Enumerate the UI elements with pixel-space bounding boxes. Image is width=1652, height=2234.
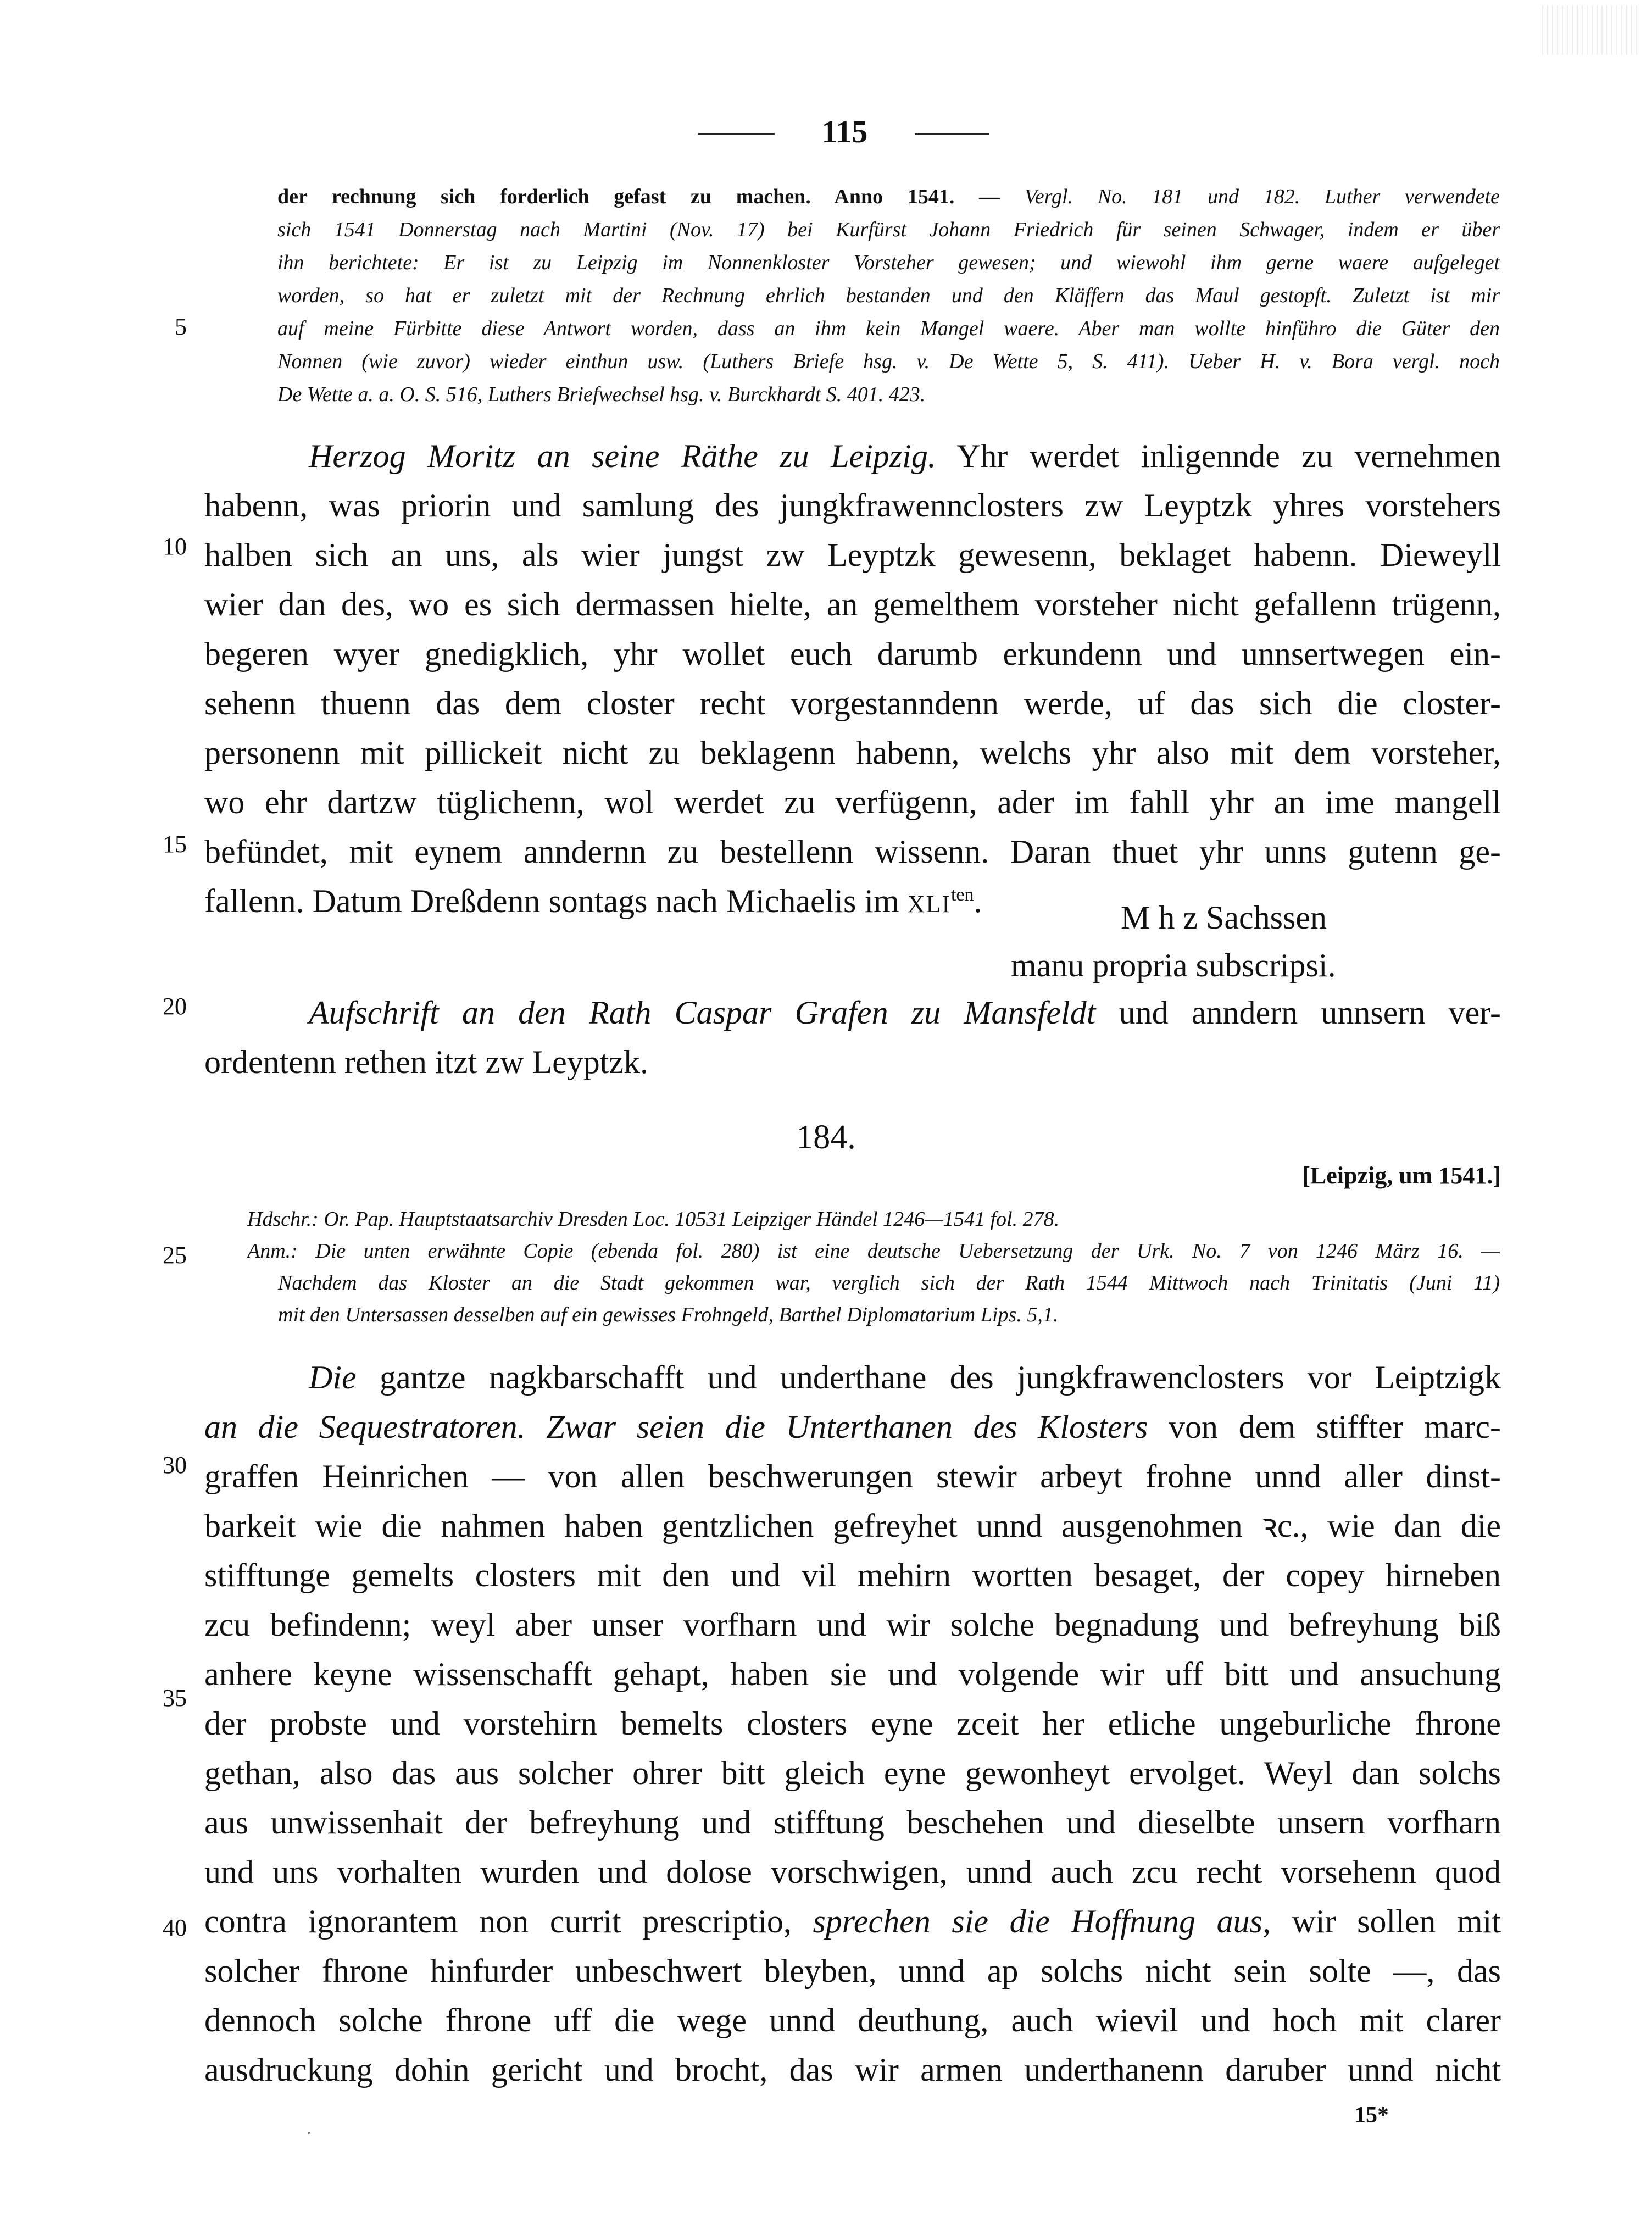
body-line [204, 1649, 1501, 1699]
text-segment: barkeit wie die nahmen haben gentzlichen gefreyhet unnd ausgenohmen ꝛc., wie dan die [204, 1508, 1501, 1544]
text-segment: personenn mit pillickeit nicht zu beklagenn habenn, welchs yhr also mit dem vorsteher, [204, 735, 1501, 771]
body-line [204, 1501, 1501, 1551]
scan-artifact [1542, 5, 1641, 55]
body-line [204, 1600, 1501, 1649]
document-metadata [247, 1203, 1500, 1331]
footnote-line [277, 279, 1500, 312]
text-segment: auf meine Fürbitte diese Antwort worden, dass an ihm kein Mangel waere. Aber man wollte hinführo die Güter den [277, 317, 1500, 340]
metadata-line: Hdschr.: Or. Pap. Hauptstaatsarchiv Dresden Loc. 10531 Leipziger Händel 1246—1541 fol. 278. [247, 1208, 1060, 1231]
text-segment: aus unwissenhait der befreyhung und stifftung beschehen und dieselbte unsern vorfharn [204, 1804, 1501, 1841]
line-number: 10 [163, 533, 187, 560]
letter-line [204, 679, 1501, 728]
text-segment: gantze nagkbarschafft und underthane des jungkfrawenclosters vor Leiptzigk [356, 1359, 1501, 1396]
document-body [204, 1353, 1501, 2094]
text-segment: anhere keyne wissenschafft gehapt, haben sie und volgende wir uff bitt und ansuchung [204, 1656, 1501, 1692]
text-segment: von dem stiffter marc- [1148, 1409, 1501, 1445]
scan-speck [308, 2132, 310, 2134]
text-segment: . [974, 883, 982, 919]
document-date: [Leipzig, um 1541.] [1302, 1162, 1501, 1189]
text-segment: gethan, also das aus solcher ohrer bitt gleich eyne gewonheyt ervolget. Weyl dan solchs [204, 1755, 1501, 1791]
address-line [204, 1037, 1501, 1087]
letter-line [204, 827, 1501, 876]
line-number: 40 [163, 1914, 187, 1941]
footnote-line [277, 213, 1500, 246]
header-rule-right [915, 133, 989, 135]
body-line [204, 1353, 1501, 1402]
body-line [204, 1847, 1501, 1897]
body-line [204, 2045, 1501, 2094]
text-segment: De Wette a. a. O. S. 516, Luthers Briefwechsel hsg. v. Burckhardt S. 401. 423. [277, 383, 926, 406]
letter-text [204, 431, 1501, 929]
text-segment: Die [309, 1359, 357, 1396]
text-segment: solcher fhrone hinfurder unbeschwert bleyben, unnd ap solchs nicht sein solte —, das [204, 1953, 1501, 1989]
text-segment: und anndern unnsern ver- [1095, 994, 1501, 1031]
letter-line [204, 580, 1501, 629]
text-segment: graffen Heinrichen — von allen beschwerungen stewir arbeyt frohne unnd aller dinst- [204, 1458, 1501, 1494]
metadata-line: Nachdem das Kloster an die Stadt gekommen war, verglich sich der Rath 1544 Mittwoch nach Trinitatis (Juni 11) [278, 1271, 1500, 1294]
footnote-line [277, 180, 1500, 213]
text-segment: zcu befindenn; weyl aber unser vorfharn und wir solche begnadung und befreyhung biß [204, 1607, 1501, 1643]
text-segment: ten [950, 885, 974, 905]
text-segment: Nonnen (wie zuvor) wieder einthun usw. (Luthers Briefe hsg. v. De Wette 5, S. 411). Ueber H. v. Bora vergl. noch [277, 350, 1500, 373]
text-segment: dennoch solche fhrone uff die wege unnd deuthung, auch wievil und hoch mit clarer [204, 2002, 1501, 2038]
text-segment: Yhr werdet inligennde zu vernehmen [936, 438, 1501, 474]
letter-line [204, 629, 1501, 679]
letter-line [204, 530, 1501, 580]
text-segment: wir sollen mit [1271, 1903, 1501, 1940]
text-segment: ausdruckung dohin gericht und brocht, das wir armen underthanenn daruber unnd nicht [204, 2052, 1501, 2088]
text-segment: worden, so hat er zuletzt mit der Rechnung ehrlich bestanden und den Kläffern das Maul gestopft. Zuletzt ist mir [277, 284, 1500, 307]
body-line [204, 1996, 1501, 2045]
line-number: 20 [163, 993, 187, 1020]
text-segment: sehenn thuenn das dem closter recht vorgestanndenn werde, uf das sich die closter- [204, 685, 1501, 721]
body-line [204, 1798, 1501, 1847]
page-number: 115 [821, 114, 868, 149]
text-segment: stifftunge gemelts closters mit den und vil mehirn wortten besaget, der copey hirneben [204, 1557, 1501, 1593]
signature: M h z Sachssen [1121, 899, 1327, 936]
page-header [0, 113, 1652, 151]
text-segment: Herzog Moritz an seine Räthe zu Leipzig. [309, 438, 936, 474]
text-segment: ihn berichtete: Er ist zu Leipzig im Nonnenkloster Vorsteher gewesen; und wiewohl ihm gerne waere aufgeleget [277, 251, 1500, 274]
body-line [204, 1897, 1501, 1946]
letter-line [204, 777, 1501, 827]
body-line [204, 1402, 1501, 1452]
address-line [204, 988, 1501, 1037]
text-segment: befündet, mit eynem anndernn zu bestellenn wissenn. Daran thuet yhr unns gutenn ge- [204, 833, 1501, 870]
footnote-line [277, 246, 1500, 279]
text-segment: halben sich an uns, als wier jungst zw Leyptzk gewesenn, beklaget habenn. Dieweyll [204, 537, 1501, 573]
letter-line [204, 481, 1501, 530]
text-segment: XLI [907, 891, 951, 918]
body-line [204, 1699, 1501, 1748]
text-segment: habenn, was priorin und samlung des jungkfrawennclosters zw Leyptzk yhres vorstehers [204, 487, 1501, 524]
text-segment: sich 1541 Donnerstag nach Martini (Nov. 17) bei Kurfürst Johann Friedrich für seinen Schwager, indem er über [277, 218, 1500, 241]
text-segment: der rechnung sich forderlich gefast zu machen. Anno 1541. — [277, 185, 1025, 208]
text-segment: sprechen sie die Hoffnung aus, [813, 1903, 1271, 1940]
body-line [204, 1452, 1501, 1501]
text-segment: wo ehr dartzw tüglichenn, wol werdet zu verfügenn, ader im fahll yhr an ime mangell [204, 784, 1501, 820]
document-number: 184. [796, 1119, 856, 1156]
subscription: manu propria subscripsi. [1011, 947, 1336, 983]
line-number: 25 [163, 1242, 187, 1269]
text-segment: Vergl. No. 181 und 182. Luther verwendete [1024, 185, 1500, 208]
line-number: 5 [175, 313, 187, 340]
text-segment: begeren wyer gnedigklich, yhr wollet euch darumb erkundenn und unnsertwegen ein- [204, 636, 1501, 672]
line-number: 15 [163, 831, 187, 858]
text-segment: der probste und vorstehirn bemelts closters eyne zceit her etliche ungeburliche fhrone [204, 1705, 1501, 1742]
line-number: 35 [163, 1685, 187, 1711]
metadata-line: mit den Untersassen desselben auf ein gewisses Frohngeld, Barthel Diplomatarium Lips. 5,1. [278, 1303, 1059, 1326]
text-segment: und uns vorhalten wurden und dolose vorschwigen, unnd auch zcu recht vorsehenn quod [204, 1854, 1501, 1890]
text-segment: ordentenn rethen itzt zw Leyptzk. [204, 1044, 649, 1080]
text-segment: an die Sequestratoren. Zwar seien die Unterthanen des Klosters [204, 1409, 1148, 1445]
text-segment: wier dan des, wo es sich dermassen hielte, an gemelthem vorsteher nicht gefallenn trügenn, [204, 586, 1501, 623]
footnote-line [277, 312, 1500, 345]
line-number: 30 [163, 1452, 187, 1479]
text-segment: Aufschrift an den Rath Caspar Grafen zu Mansfeldt [309, 994, 1096, 1031]
body-line [204, 1551, 1501, 1600]
body-line [204, 1946, 1501, 1996]
text-segment: fallenn. Datum Dreßdenn sontags nach Michaelis im [204, 883, 908, 919]
text-segment: contra ignorantem non currit prescriptio, [204, 1903, 813, 1940]
metadata-line: Anm.: Die unten erwähnte Copie (ebenda fol. 280) ist eine deutsche Uebersetzung der Urk. No. 7 von 1246 März 16. — [247, 1240, 1500, 1263]
address-text [204, 988, 1501, 1087]
signature-mark: 15* [1354, 2103, 1389, 2128]
letter-line [204, 728, 1501, 777]
letter-line [204, 431, 1501, 481]
body-line [204, 1748, 1501, 1798]
footnote-line [277, 345, 1500, 378]
header-rule-left [698, 133, 775, 135]
footnote-block [277, 180, 1500, 411]
footnote-line [277, 378, 1500, 411]
